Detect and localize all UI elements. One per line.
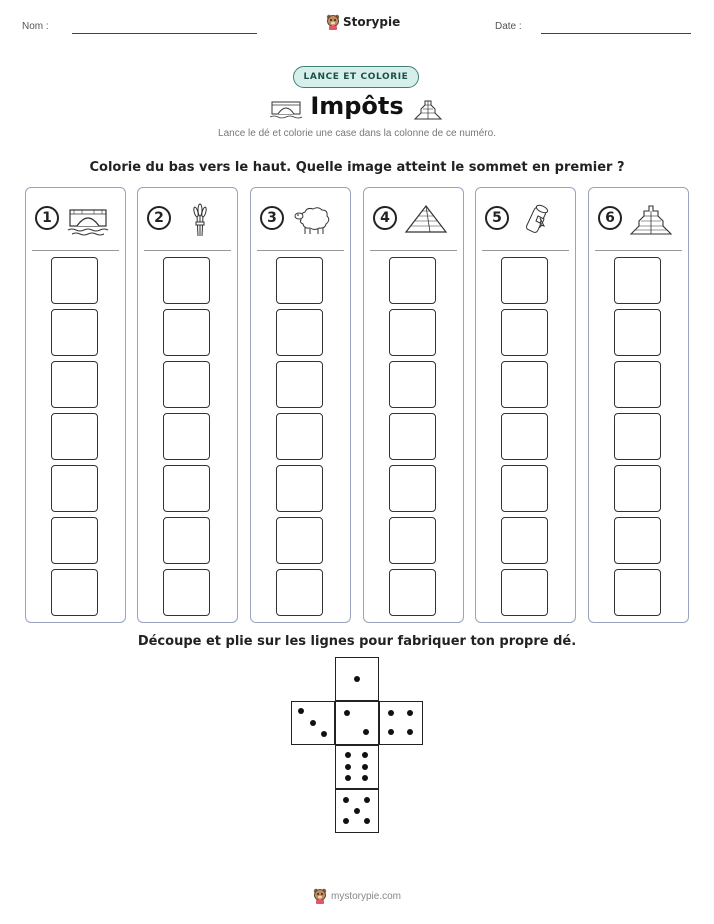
column-divider [482, 250, 569, 251]
pyramid-icon [404, 202, 448, 236]
die-pip [345, 764, 351, 770]
color-box[interactable] [501, 569, 548, 616]
color-box[interactable] [276, 413, 323, 460]
color-box[interactable] [51, 569, 98, 616]
die-face-3 [291, 701, 335, 745]
column-divider [144, 250, 231, 251]
color-box[interactable] [389, 257, 436, 304]
bridge-icon [66, 202, 110, 236]
column-number: 5 [485, 206, 509, 230]
die-pip [345, 775, 351, 781]
scroll-icon [516, 202, 560, 236]
color-box[interactable] [614, 413, 661, 460]
die-pip [362, 752, 368, 758]
color-box[interactable] [614, 309, 661, 356]
column-divider [595, 250, 682, 251]
die-pip [363, 729, 369, 735]
die-pip [388, 729, 394, 735]
step-pyramid-icon [411, 93, 445, 121]
bear-icon [326, 14, 340, 30]
die-pip [407, 710, 413, 716]
column-4 [363, 187, 464, 623]
die-face-1 [335, 657, 379, 701]
color-box[interactable] [389, 361, 436, 408]
column-3 [250, 187, 351, 623]
die-pip [354, 808, 360, 814]
bear-icon [313, 888, 327, 904]
brand-logo [326, 14, 400, 30]
name-label: Nom : [22, 21, 49, 32]
color-box[interactable] [389, 517, 436, 564]
color-box[interactable] [163, 361, 210, 408]
column-divider [32, 250, 119, 251]
color-box[interactable] [51, 465, 98, 512]
color-box[interactable] [501, 517, 548, 564]
die-pip [343, 797, 349, 803]
die-pip [362, 775, 368, 781]
color-box[interactable] [389, 413, 436, 460]
color-box[interactable] [276, 517, 323, 564]
color-box[interactable] [51, 413, 98, 460]
color-box[interactable] [163, 257, 210, 304]
color-box[interactable] [614, 569, 661, 616]
die-face-6 [335, 745, 379, 789]
column-6 [588, 187, 689, 623]
color-box[interactable] [276, 361, 323, 408]
column-divider [370, 250, 457, 251]
die-pip [362, 764, 368, 770]
die-pip [354, 676, 360, 682]
color-box[interactable] [614, 517, 661, 564]
color-box[interactable] [501, 309, 548, 356]
color-box[interactable] [276, 309, 323, 356]
die-face-4 [379, 701, 423, 745]
color-box[interactable] [501, 413, 548, 460]
color-box[interactable] [163, 309, 210, 356]
sheep-icon [291, 202, 335, 236]
subtitle: Lance le dé et colorie une case dans la colonne de ce numéro. [218, 128, 496, 139]
color-box[interactable] [501, 361, 548, 408]
color-box[interactable] [389, 569, 436, 616]
color-box[interactable] [51, 361, 98, 408]
die-pip [345, 752, 351, 758]
die-pip [310, 720, 316, 726]
die-pip [298, 708, 304, 714]
color-box[interactable] [614, 465, 661, 512]
date-line[interactable] [541, 33, 691, 34]
color-box[interactable] [501, 465, 548, 512]
color-box[interactable] [163, 517, 210, 564]
footer-url: mystorypie.com [330, 890, 401, 902]
name-line[interactable] [72, 33, 257, 34]
footer [0, 888, 714, 904]
color-box[interactable] [51, 257, 98, 304]
column-5 [475, 187, 576, 623]
brand-name: Storypie [343, 15, 401, 29]
dice-instruction: Découpe et plie sur les lignes pour fabriquer ton propre dé. [137, 634, 577, 649]
die-pip [364, 797, 370, 803]
die-face-5 [335, 789, 379, 833]
color-box[interactable] [51, 517, 98, 564]
color-box[interactable] [276, 465, 323, 512]
color-box[interactable] [389, 309, 436, 356]
die-pip [344, 710, 350, 716]
column-divider [257, 250, 344, 251]
color-box[interactable] [51, 309, 98, 356]
color-box[interactable] [276, 569, 323, 616]
die-pip [407, 729, 413, 735]
coloring-instruction: Colorie du bas vers le haut. Quelle image atteint le sommet en premier ? [89, 160, 625, 175]
die-pip [388, 710, 394, 716]
color-box[interactable] [276, 257, 323, 304]
column-number: 2 [147, 206, 171, 230]
color-box[interactable] [501, 257, 548, 304]
column-number: 3 [260, 206, 284, 230]
color-box[interactable] [163, 569, 210, 616]
column-number: 6 [598, 206, 622, 230]
color-box[interactable] [614, 361, 661, 408]
color-box[interactable] [389, 465, 436, 512]
date-label: Date : [495, 21, 522, 32]
column-number: 1 [35, 206, 59, 230]
die-pip [364, 818, 370, 824]
color-box[interactable] [614, 257, 661, 304]
page-title: Impôts [310, 92, 404, 120]
column-1 [25, 187, 126, 623]
activity-badge: LANCE ET COLORIE [293, 66, 419, 88]
color-box[interactable] [163, 465, 210, 512]
step-pyramid-icon [629, 202, 673, 236]
column-2 [137, 187, 238, 623]
die-pip [321, 731, 327, 737]
column-number: 4 [373, 206, 397, 230]
wheat-icon [178, 202, 222, 236]
color-box[interactable] [163, 413, 210, 460]
die-face-2 [335, 701, 379, 745]
die-pip [343, 818, 349, 824]
